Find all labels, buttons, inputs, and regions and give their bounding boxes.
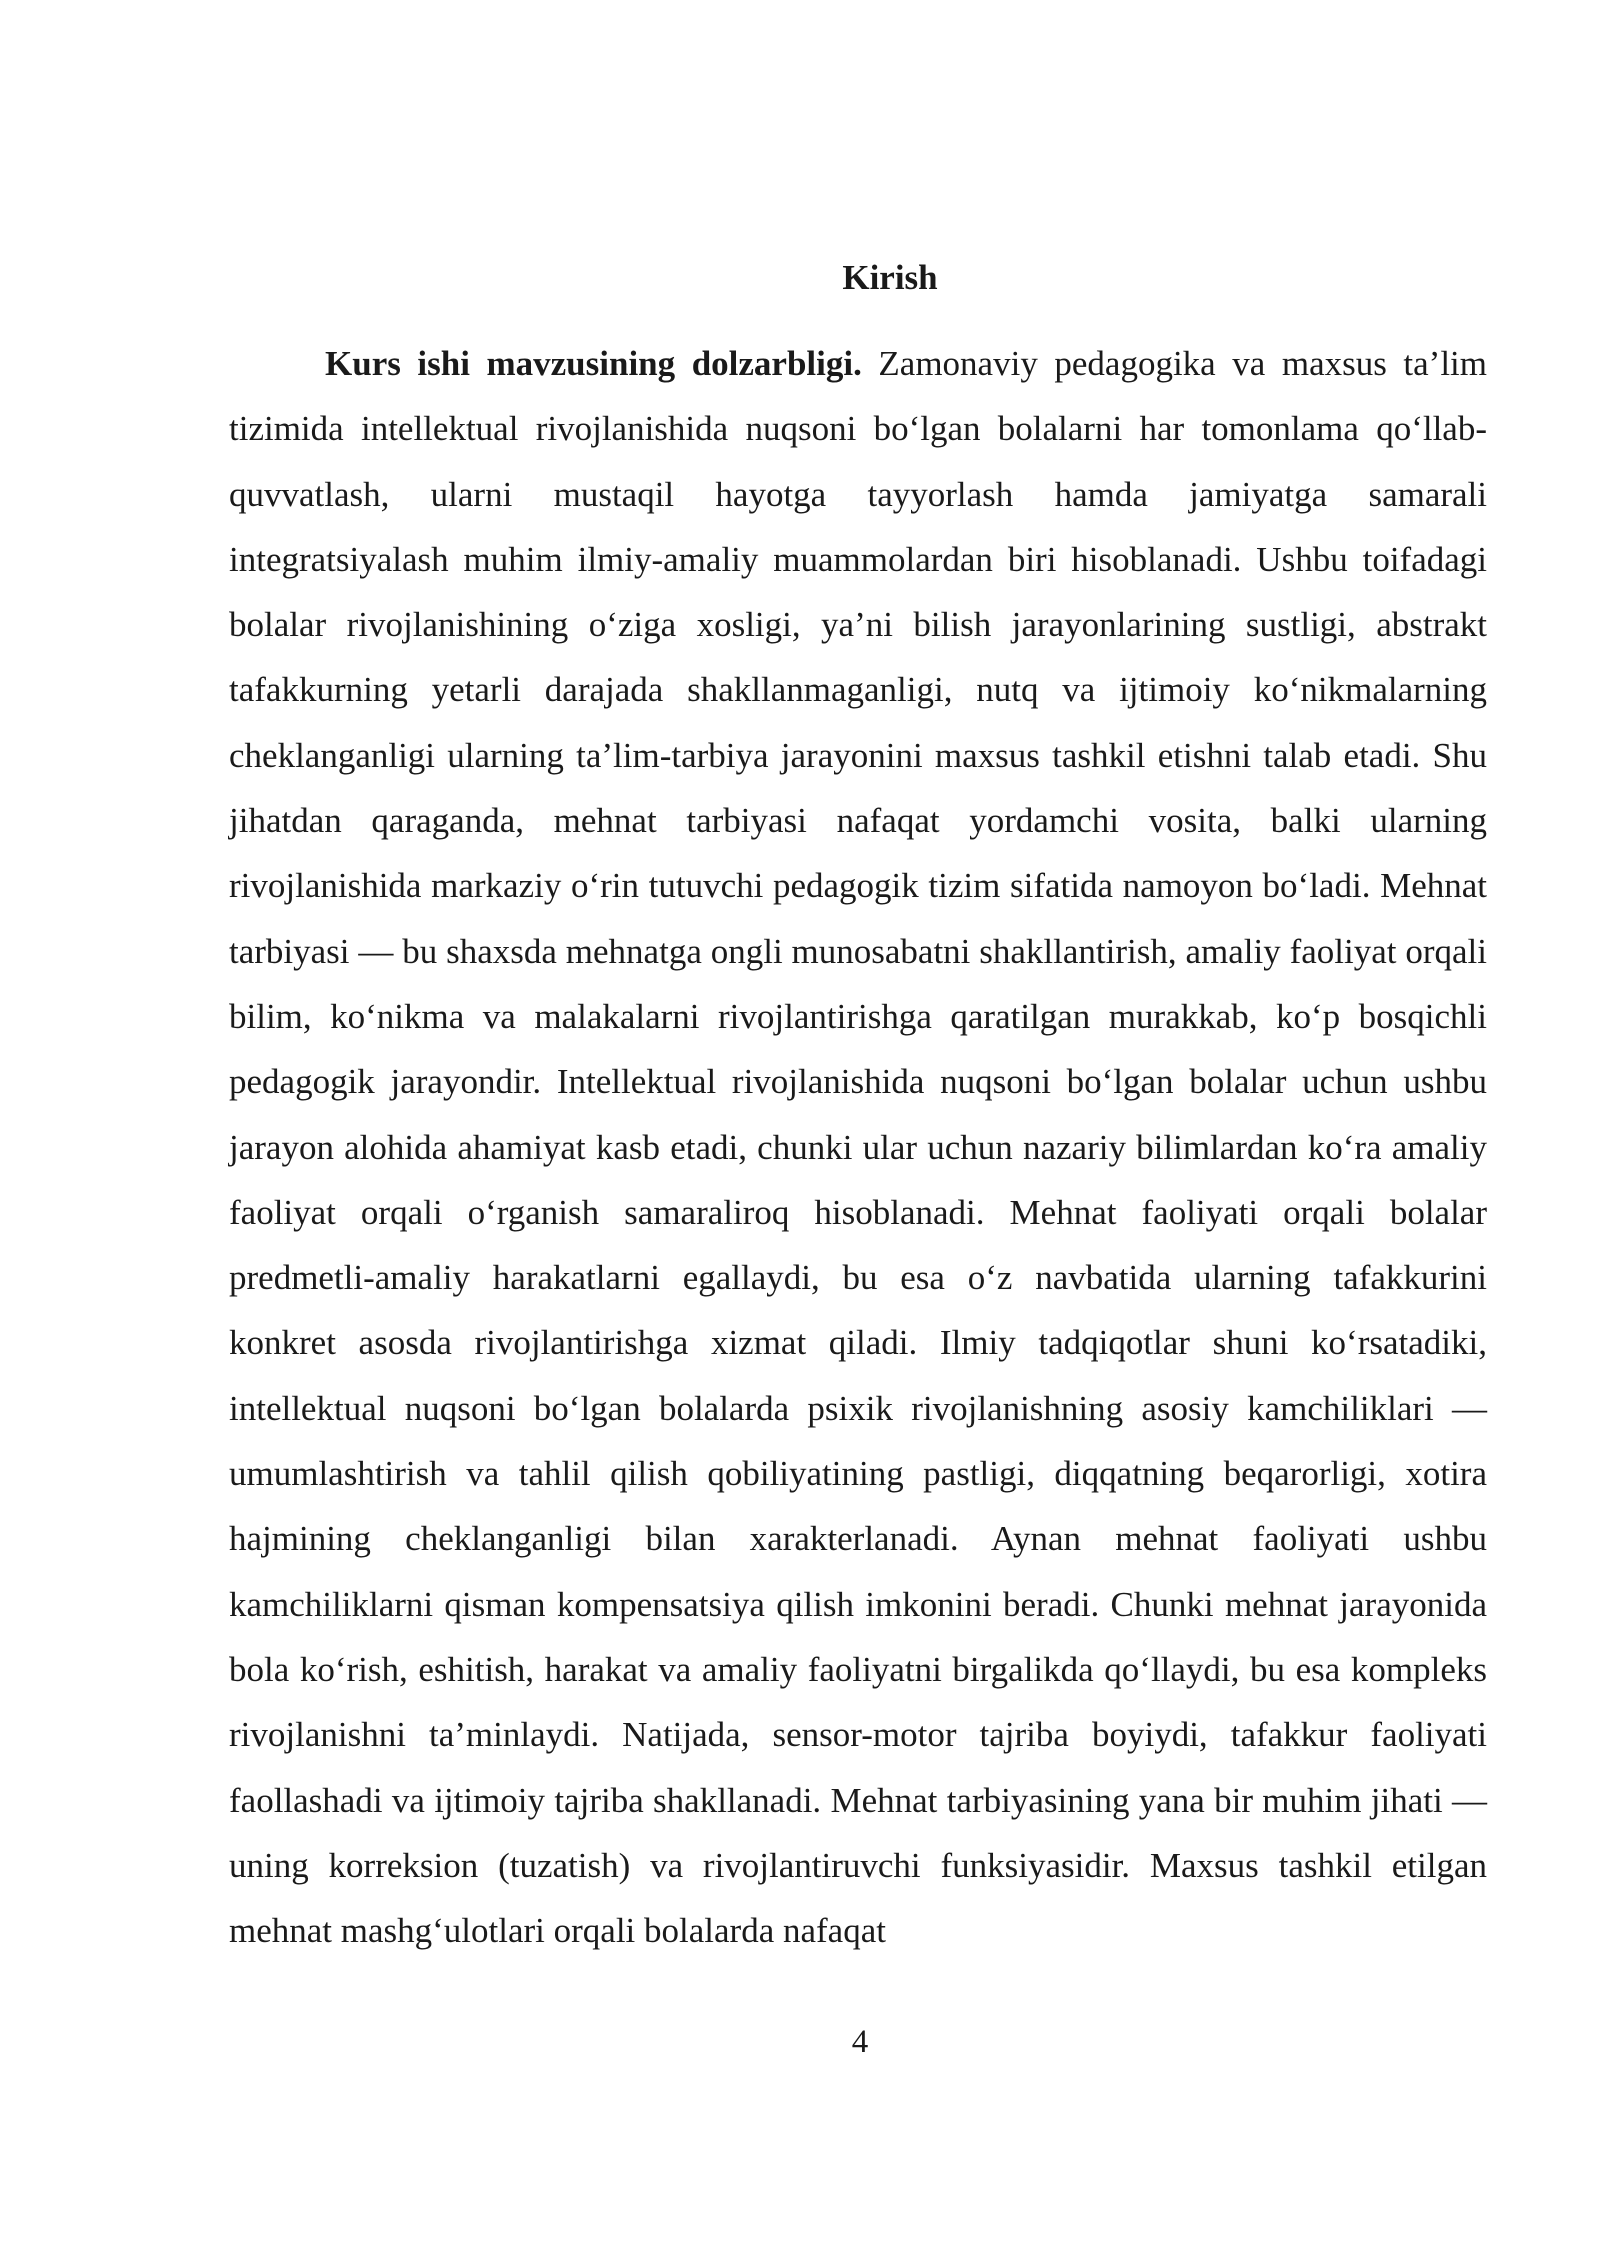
page-number: 4 — [851, 2024, 869, 2060]
paragraph-body: Zamonaviy pedagogika va maxsus ta’lim tizimida intellektual rivojlanishida nuqsoni bo‘lgan bolalarni har tomonlama qo‘llab-quvvatlash, ularni mustaqil hayotga tayyorlash hamda jamiyatga samarali integratsiyalash muhim ilmiy-amaliy muammolardan biri hisoblanadi. Ushbu toifadagi bolalar rivojlanishining o‘ziga xosligi, ya’ni bilish jarayonlarining sustligi, abstrakt tafakkurning yetarli darajada shakllanmaganligi, nutq va ijtimoiy ko‘nikmalarning cheklanganligi ularning ta’lim-tarbiya jarayonini maxsus tashkil etishni talab etadi. Shu jihatdan qaraganda, mehnat tarbiyasi nafaqat yordamchi vosita, balki ularning rivojlanishida markaziy o‘rin tutuvchi pedagogik tizim sifatida namoyon bo‘ladi. Mehnat tarbiyasi — bu shaxsda mehnatga ongli munosabatni shakllantirish, amaliy faoliyat orqali bilim, ko‘nikma va malakalarni rivojlantirishga qaratilgan murakkab, ko‘p bosqichli pedagogik jarayondir. Intellektual rivojlanishida nuqsoni bo‘lgan bolalar uchun ushbu jarayon alohida ahamiyat kasb etadi, chunki ular uchun nazariy bilimlardan ko‘ra amaliy faoliyat orqali o‘rganish samaraliroq hisoblanadi. Mehnat faoliyati orqali bolalar predmetli-amaliy harakatlarni egallaydi, bu esa o‘z navbatida ularning tafakkurini konkret asosda rivojlantirishga xizmat qiladi. Ilmiy tadqiqotlar shuni ko‘rsatadiki, intellektual nuqsoni bo‘lgan bolalarda psixik rivojlanishning asosiy kamchiliklari — umumlashtirish va tahlil qilish qobiliyatining pastligi, diqqatning beqarorligi, xotira hajmining cheklanganligi bilan xarakterlanadi. Aynan mehnat faoliyati ushbu kamchiliklarni qisman kompensatsiya qilish imkonini beradi. Chunki mehnat jarayonida bola ko‘rish, eshitish, harakat va amaliy faoliyatni birgalikda qo‘llaydi, bu esa kompleks rivojlanishni ta’minlaydi. Natijada, sensor-motor tajriba boyiydi, tafakkur faoliyati faollashadi va ijtimoiy tajriba shakllanadi. Mehnat tarbiyasining yana bir muhim jihati — uning korreksion (tuzatish) va rivojlantiruvchi funksiyasidir. Maxsus tashkil etilgan mehnat mashg‘ulotlari orqali bolalarda nafaqat — [229, 344, 1487, 1951]
paragraph-lead: Kurs ishi mavzusining dolzarbligi. — [325, 344, 862, 383]
body-paragraph — [229, 331, 1487, 1963]
section-heading: Kirish — [842, 258, 938, 297]
